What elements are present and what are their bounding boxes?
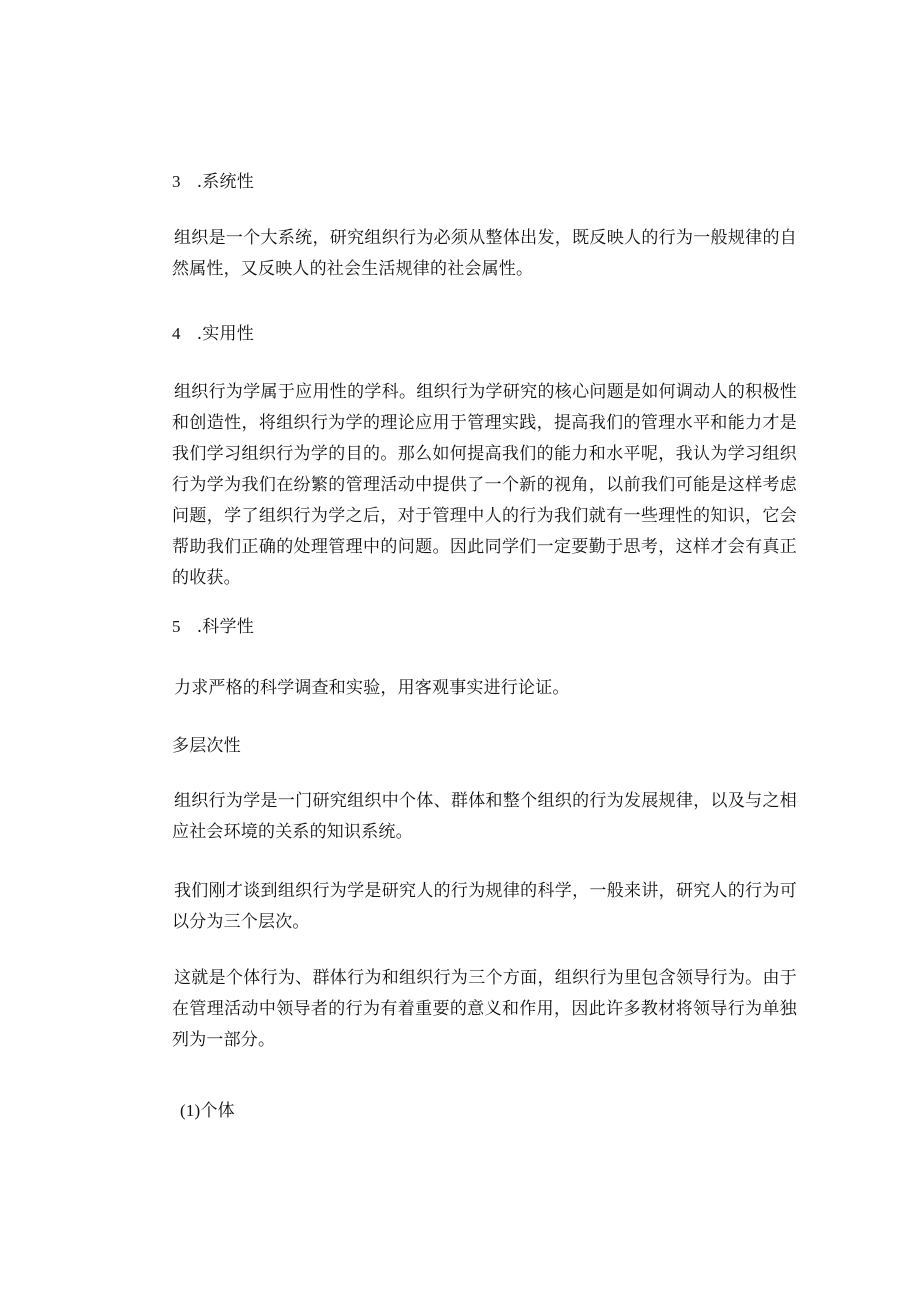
section-title: .科学性 — [196, 617, 254, 637]
paragraph: 组织行为学是一门研究组织中个体、群体和整个组织的行为发展规律，以及与之相应社会环境的关系的知识系统。 — [172, 791, 797, 842]
section-number: 5 — [172, 617, 181, 636]
paragraph: 我们刚才谈到组织行为学是研究人的行为规律的科学，一般来讲，研究人的行为可以分为三个层次。 — [172, 881, 797, 932]
section-heading-3 — [172, 166, 797, 198]
section-number: 4 — [172, 324, 181, 343]
paragraph: 力求严格的科学调查和实验，用客观事实进行论证。 — [174, 678, 570, 698]
section-number: 3 — [172, 172, 181, 191]
list-title: 个体 — [200, 1101, 235, 1121]
paragraph: 这就是个体行为、群体行为和组织行为三个方面，组织行为里包含领导行为。由于在管理活动中领导者的行为有着重要的意义和作用，因此许多教材将领导行为单独列为一部分。 — [172, 968, 797, 1050]
section-title: .系统性 — [196, 172, 254, 192]
section-title: .实用性 — [196, 324, 254, 344]
section-heading-4 — [172, 318, 797, 350]
subheading: 多层次性 — [172, 736, 241, 756]
section-heading-5 — [172, 611, 797, 643]
list-heading — [180, 1095, 805, 1127]
paragraph: 组织是一个大系统，研究组织行为必须从整体出发，既反映人的行为一般规律的自然属性，又反映人的社会生活规律的社会属性。 — [172, 228, 797, 279]
paragraph: 组织行为学属于应用性的学科。组织行为学研究的核心问题是如何调动人的积极性和创造性，将组织行为学的理论应用于管理实践，提高我们的管理水平和能力才是我们学习组织行为学的目的。那么如何提高我们的能力和水平呢，我认为学习组织行为学为我们在纷繁的管理活动中提供了一个新的视角，以前我们可能是这样考虑问题，学了组织行为学之后，对于管理中人的行为我们就有一些理性的知识，它会帮助我们正确的处理管理中的问题。因此同学们一定要勤于思考，这样才会有真正的收获。 — [172, 382, 797, 588]
list-number: (1) — [180, 1101, 201, 1120]
